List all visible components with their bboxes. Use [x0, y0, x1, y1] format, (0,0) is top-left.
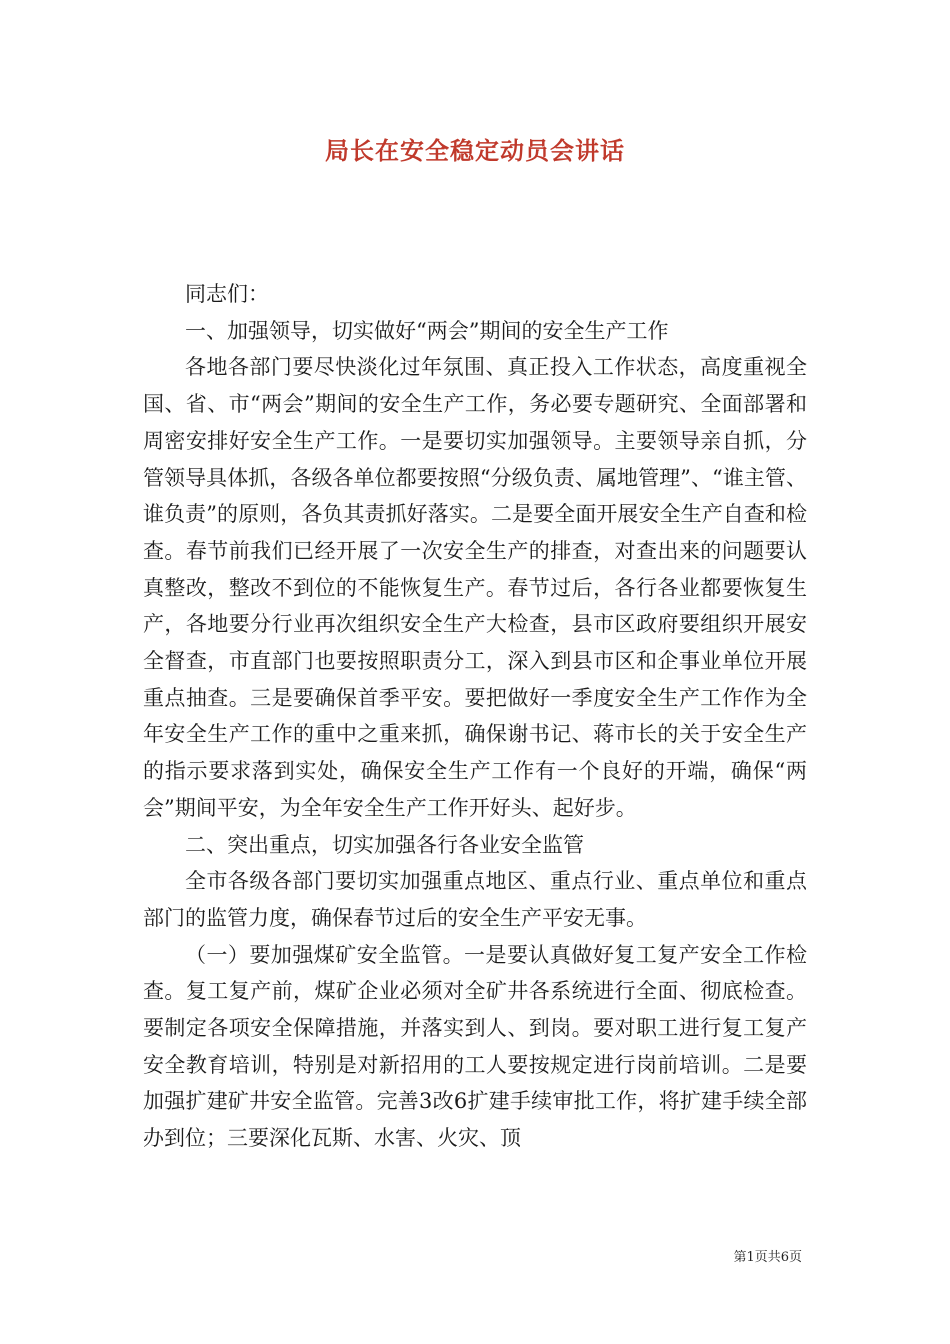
paragraph-body-2: 全市各级各部门要切实加强重点地区、重点行业、重点单位和重点部门的监管力度，确保春节过后的安全生产平安无事。 [143, 869, 807, 930]
document-body [143, 276, 807, 1157]
document-title: 局长在安全稳定动员会讲话 [325, 136, 625, 165]
paragraph-heading-2: 二、突出重点，切实加强各行各业安全监管 [185, 832, 584, 857]
paragraph-salutation: 同志们： [185, 282, 269, 306]
paragraph-body-3: （一）要加强煤矿安全监管。一是要认真做好复工复产安全工作检查。复工复产前，煤矿企业必须对全矿井各系统进行全面、彻底检查。要制定各项安全保障措施，并落实到人、到岗。要对职工进行复工复产安全教育培训，特别是对新招用的工人要按规定进行岗前培训。二是要加强扩建矿井安全监管。完善3改6扩建手续审批工作，将扩建手续全部办到位；三要深化瓦斯、水害、火灾、顶 [143, 942, 807, 1151]
page-number: 第1页共6页 [733, 1250, 802, 1265]
paragraph-heading-1: 一、加强领导，切实做好“两会”期间的安全生产工作 [185, 318, 669, 343]
paragraph-body-1: 各地各部门要尽快淡化过年氛围、真正投入工作状态，高度重视全国、省、市“两会”期间的安全生产工作，务必要专题研究、全面部署和周密安排好安全生产工作。一是要切实加强领导。主要领导亲自抓，分管领导具体抓，各级各单位都要按照“分级负责、属地管理”、“谁主管、谁负责”的原则，各负其责抓好落实。二是要全面开展安全生产自查和检查。春节前我们已经开展了一次安全生产的排查，对查出来的问题要认真整改，整改不到位的不能恢复生产。春节过后，各行各业都要恢复生产，各地要分行业再次组织安全生产大检查，县市区政府要组织开展安全督查，市直部门也要按照职责分工，深入到县市区和企事业单位开展重点抽查。三是要确保首季平安。要把做好一季度安全生产工作作为全年安全生产工作的重中之重来抓，确保谢书记、蒋市长的关于安全生产的指示要求落到实处，确保安全生产工作有一个良好的开端，确保“两会”期间平安，为全年安全生产工作开好头、起好步。 [143, 355, 807, 820]
